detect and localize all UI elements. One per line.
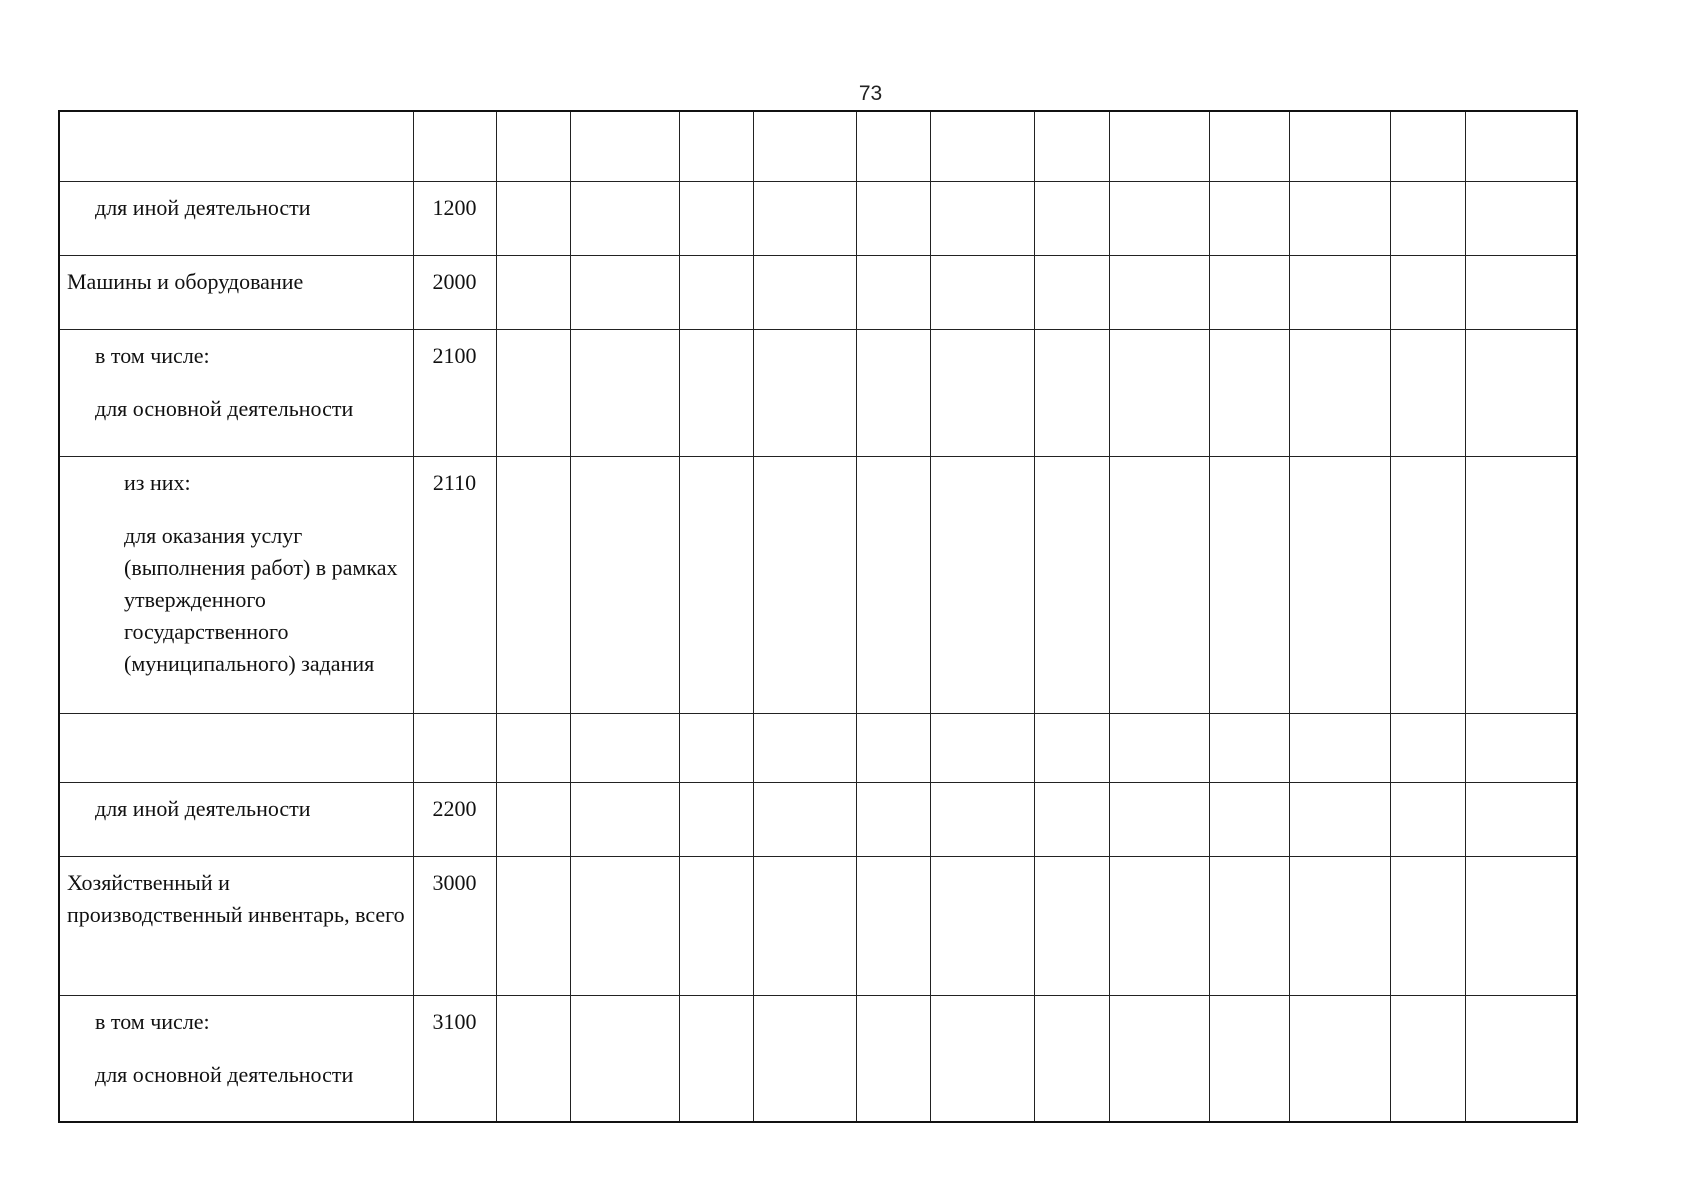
- row-label: в том числе:: [95, 342, 210, 368]
- data-cell: [1109, 456, 1209, 713]
- row-label-cell: [59, 255, 413, 329]
- data-cell: [1390, 111, 1465, 181]
- data-cell: [496, 856, 570, 995]
- row-code-cell: [413, 713, 496, 782]
- table-row: [59, 713, 1577, 782]
- table-row: [59, 255, 1577, 329]
- data-cell: [930, 255, 1034, 329]
- data-cell: [1209, 995, 1289, 1122]
- data-cell: [856, 713, 930, 782]
- data-cell: [1289, 782, 1390, 856]
- table-row: [59, 995, 1577, 1122]
- data-cell: [1390, 995, 1465, 1122]
- data-cell: [1390, 782, 1465, 856]
- data-cell: [1289, 329, 1390, 456]
- data-cell: [1209, 456, 1289, 713]
- data-cell: [930, 456, 1034, 713]
- data-cell: [930, 856, 1034, 995]
- data-cell: [930, 995, 1034, 1122]
- data-cell: [930, 713, 1034, 782]
- data-cell: [1034, 255, 1109, 329]
- data-cell: [496, 111, 570, 181]
- data-cell: [679, 181, 753, 255]
- data-cell: [856, 111, 930, 181]
- data-cell: [679, 856, 753, 995]
- data-cell: [679, 329, 753, 456]
- data-cell: [570, 255, 679, 329]
- page-number: 73: [858, 82, 883, 105]
- table-body: [59, 111, 1577, 1122]
- data-cell: [753, 713, 856, 782]
- data-cell: [753, 782, 856, 856]
- row-label: Хозяйственный и производственный инвентарь, всего: [67, 869, 405, 927]
- data-cell: [856, 329, 930, 456]
- data-cell: [1289, 181, 1390, 255]
- data-cell: [1209, 856, 1289, 995]
- data-cell: [679, 111, 753, 181]
- row-code-cell: 1200: [413, 181, 496, 255]
- data-cell: [1390, 856, 1465, 995]
- data-cell: [930, 181, 1034, 255]
- row-code-cell: 2200: [413, 782, 496, 856]
- row-label: для основной деятельности: [95, 1061, 354, 1087]
- row-label-cell: [59, 111, 413, 181]
- data-cell: [679, 782, 753, 856]
- data-cell: [1289, 713, 1390, 782]
- data-cell: [1390, 255, 1465, 329]
- data-cell: [1209, 181, 1289, 255]
- data-cell: [753, 329, 856, 456]
- data-cell: [1465, 111, 1577, 181]
- row-label-cell: [59, 995, 413, 1122]
- data-cell: [1109, 111, 1209, 181]
- data-cell: [753, 255, 856, 329]
- row-label-cell: [59, 856, 413, 995]
- data-cell: [1034, 713, 1109, 782]
- data-cell: [496, 255, 570, 329]
- table-row: [59, 111, 1577, 181]
- data-cell: [1209, 111, 1289, 181]
- table-row: [59, 856, 1577, 995]
- data-cell: [679, 713, 753, 782]
- row-label: для иной деятельности: [95, 194, 311, 220]
- data-cell: [1109, 181, 1209, 255]
- data-cell: [1109, 782, 1209, 856]
- row-code-cell: 2100: [413, 329, 496, 456]
- data-cell: [856, 995, 930, 1122]
- data-cell: [570, 111, 679, 181]
- data-cell: [570, 181, 679, 255]
- assets-table: [58, 110, 1578, 1123]
- data-cell: [1109, 329, 1209, 456]
- data-cell: [679, 255, 753, 329]
- row-label: в том числе:: [95, 1008, 210, 1034]
- data-cell: [1209, 713, 1289, 782]
- row-code-cell: 3000: [413, 856, 496, 995]
- data-cell: [856, 255, 930, 329]
- data-cell: [1465, 456, 1577, 713]
- data-cell: [753, 111, 856, 181]
- row-label: для оказания услуг (выполнения работ) в рамках утвержденного государственного (муниципального) задания: [124, 522, 398, 676]
- data-cell: [1465, 329, 1577, 456]
- data-cell: [496, 995, 570, 1122]
- row-label-cell: [59, 456, 413, 713]
- data-cell: [679, 995, 753, 1122]
- row-code-cell: 2000: [413, 255, 496, 329]
- data-cell: [1289, 856, 1390, 995]
- data-cell: [570, 456, 679, 713]
- data-cell: [1289, 111, 1390, 181]
- data-cell: [1034, 856, 1109, 995]
- data-cell: [496, 181, 570, 255]
- row-label-cell: [59, 181, 413, 255]
- data-cell: [496, 329, 570, 456]
- row-label-cell: [59, 713, 413, 782]
- data-cell: [1109, 255, 1209, 329]
- data-cell: [1465, 995, 1577, 1122]
- data-cell: [856, 856, 930, 995]
- table-row: [59, 456, 1577, 713]
- data-cell: [1034, 181, 1109, 255]
- data-cell: [1034, 782, 1109, 856]
- data-cell: [856, 456, 930, 713]
- data-cell: [1109, 995, 1209, 1122]
- table-row: [59, 181, 1577, 255]
- data-cell: [679, 456, 753, 713]
- data-cell: [930, 111, 1034, 181]
- data-cell: [1465, 713, 1577, 782]
- data-cell: [856, 782, 930, 856]
- data-cell: [1289, 456, 1390, 713]
- data-cell: [930, 782, 1034, 856]
- data-cell: [1465, 181, 1577, 255]
- row-label: Машины и оборудование: [67, 268, 304, 294]
- data-cell: [1390, 329, 1465, 456]
- data-cell: [1109, 713, 1209, 782]
- data-cell: [1034, 456, 1109, 713]
- data-cell: [1034, 329, 1109, 456]
- data-cell: [570, 329, 679, 456]
- data-cell: [570, 782, 679, 856]
- table-row: [59, 329, 1577, 456]
- data-cell: [753, 456, 856, 713]
- data-cell: [1289, 995, 1390, 1122]
- data-cell: [856, 181, 930, 255]
- row-label-cell: [59, 329, 413, 456]
- data-cell: [753, 995, 856, 1122]
- row-label-cell: [59, 782, 413, 856]
- row-label: для основной деятельности: [95, 395, 354, 421]
- data-cell: [496, 456, 570, 713]
- data-cell: [496, 713, 570, 782]
- data-cell: [753, 856, 856, 995]
- data-cell: [1109, 856, 1209, 995]
- data-cell: [1390, 713, 1465, 782]
- data-cell: [570, 713, 679, 782]
- data-cell: [1034, 111, 1109, 181]
- row-label: из них:: [124, 469, 191, 495]
- table-row: [59, 782, 1577, 856]
- data-cell: [496, 782, 570, 856]
- data-cell: [1465, 255, 1577, 329]
- data-cell: [570, 856, 679, 995]
- data-cell: [1209, 782, 1289, 856]
- data-cell: [1390, 181, 1465, 255]
- data-cell: [1465, 782, 1577, 856]
- data-cell: [1465, 856, 1577, 995]
- data-cell: [1289, 255, 1390, 329]
- data-cell: [1390, 456, 1465, 713]
- row-code-cell: 2110: [413, 456, 496, 713]
- data-cell: [1034, 995, 1109, 1122]
- data-cell: [1209, 255, 1289, 329]
- data-cell: [570, 995, 679, 1122]
- row-code-cell: 3100: [413, 995, 496, 1122]
- data-cell: [930, 329, 1034, 456]
- row-code-cell: [413, 111, 496, 181]
- data-cell: [1209, 329, 1289, 456]
- data-cell: [753, 181, 856, 255]
- row-label: для иной деятельности: [95, 795, 311, 821]
